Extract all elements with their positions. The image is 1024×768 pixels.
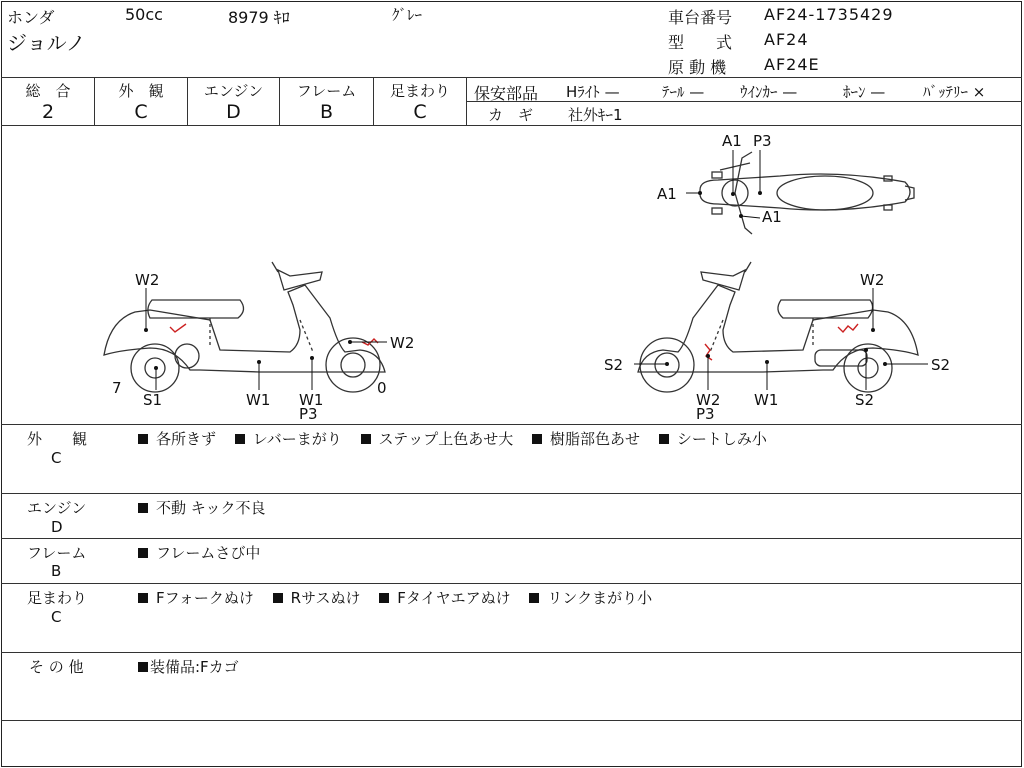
safety-item-headlight: Hﾗｲﾄ — [566, 83, 620, 101]
note-label-suspension: 足まわり [27, 589, 88, 607]
note-items-frame: フレームさび中 [136, 542, 260, 563]
top-label-a1-lower: A1 [762, 208, 782, 226]
note-grade-suspension: C [51, 608, 62, 626]
mileage: 8979 ｷﾛ [228, 8, 290, 27]
type-value: AF24 [764, 30, 809, 49]
note-grade-exterior: C [51, 449, 62, 467]
right-label-s2-lower: S2 [855, 391, 875, 409]
safety-item-horn: ﾎｰﾝ — [843, 83, 886, 101]
note-label-other: そ の 他 [29, 658, 84, 676]
left-label-w1: W1 [246, 391, 271, 409]
note-label-exterior: 外 観 [27, 430, 88, 448]
left-label-p3: P3 [299, 405, 318, 423]
key-label: カ ギ [488, 106, 534, 124]
safety-title: 保安部品 [474, 84, 539, 103]
grade-value-exterior: C [134, 101, 148, 123]
note-items-other: 装備品:Fカゴ [136, 656, 239, 677]
left-label-s1: S1 [143, 391, 163, 409]
divider [1, 652, 1022, 653]
left-label-w1b: W1 [299, 391, 324, 409]
right-label-w2-front: W2 [696, 391, 721, 409]
note-grade-frame: B [51, 562, 62, 580]
note-items-exterior: 各所きず レバーまがり ステップ上色あせ大 樹脂部色あせ シートしみ小 [136, 428, 767, 449]
top-label-p3: P3 [753, 132, 772, 150]
left-label-w2-rear: W2 [390, 334, 415, 352]
divider [1, 538, 1022, 539]
divider [1, 583, 1022, 584]
grade-label-frame: フレーム [296, 82, 357, 100]
left-label-7: 7 [112, 379, 122, 397]
model-name: ジョルノ [7, 31, 86, 55]
safety-item-winker: ｳｲﾝｶｰ — [740, 83, 798, 101]
divider [1, 720, 1022, 721]
displacement: 50cc [125, 5, 163, 24]
key-value: 社外ｷｰ1 [568, 106, 623, 124]
grade-label-suspension: 足まわり [389, 82, 450, 100]
engine-label: 原 動 機 [668, 58, 727, 77]
grade-label-exterior: 外 観 [118, 82, 164, 100]
note-items-engine: 不動 キック不良 [136, 497, 265, 518]
type-label: 型 式 [668, 33, 733, 52]
left-label-w2: W2 [135, 271, 160, 289]
divider [1, 424, 1022, 425]
maker: ホンダ [7, 8, 55, 27]
grade-label-overall: 総 合 [25, 82, 71, 100]
note-grade-engine: D [51, 518, 63, 536]
grade-label-engine: エンジン [203, 82, 264, 100]
right-label-p3: P3 [696, 405, 715, 423]
grade-value-suspension: C [413, 101, 427, 123]
note-items-suspension: Fフォークぬけ Rサスぬけ Fタイヤエアぬけ リンクまがり小 [136, 587, 652, 608]
divider [1, 493, 1022, 494]
engine-value: AF24E [764, 55, 820, 74]
top-label-a1-front: A1 [657, 185, 677, 203]
body-color: ｸﾞﾚｰ [392, 6, 423, 24]
grade-value-frame: B [319, 101, 334, 123]
safety-item-tail: ﾃｰﾙ — [662, 83, 705, 101]
note-label-frame: フレーム [27, 544, 87, 562]
right-label-w2: W2 [860, 271, 885, 289]
right-label-w1: W1 [754, 391, 779, 409]
grade-value-engine: D [226, 101, 241, 123]
frame-no-label: 車台番号 [668, 8, 733, 27]
frame-no: AF24-1735429 [764, 5, 894, 24]
grade-value-overall: 2 [41, 101, 55, 123]
safety-item-battery: ﾊﾞｯﾃﾘｰ × [923, 83, 986, 101]
right-label-s2-rear: S2 [931, 356, 951, 374]
top-label-a1: A1 [722, 132, 742, 150]
note-label-engine: エンジン [27, 499, 87, 517]
right-label-s2-front: S2 [604, 356, 624, 374]
left-label-0: 0 [377, 379, 387, 397]
